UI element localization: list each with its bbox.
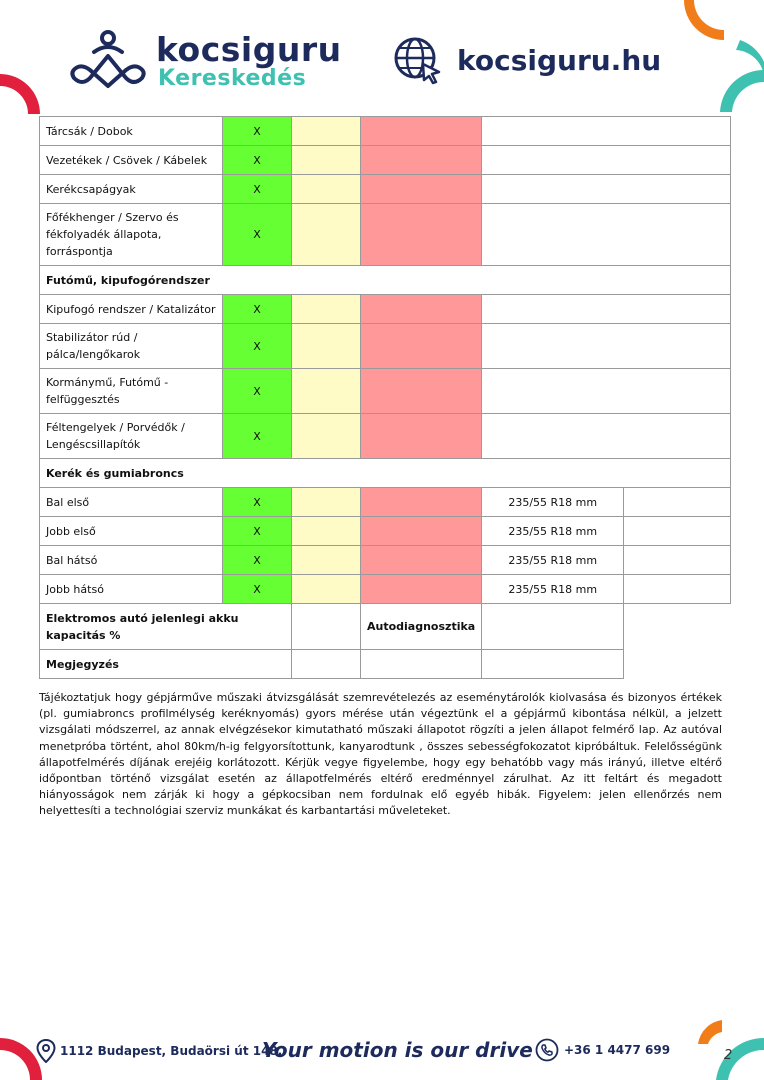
attention-cell: [292, 295, 361, 324]
guru-figure-icon: [68, 28, 148, 90]
footer-address: 1112 Budapest, Budaörsi út 148.: [60, 1044, 283, 1058]
ev-battery-row: [40, 604, 731, 650]
attention-cell: [292, 575, 361, 604]
item-name: Féltengelyek / Porvédők / Lengéscsillapítók: [40, 414, 223, 459]
tyre-row: [40, 517, 731, 546]
logo-wordmark: kocsiguru: [156, 30, 342, 69]
ok-mark: X: [223, 369, 292, 414]
logo-subtitle: Kereskedés: [158, 66, 307, 91]
tyre-size: 235/55 R18 mm: [482, 546, 624, 575]
note-cell: [482, 414, 731, 459]
page-number: 2: [724, 1048, 733, 1063]
notes-cell-a: [292, 650, 361, 679]
empty-cell: [624, 650, 731, 679]
fault-cell: [361, 324, 482, 369]
ev-battery-label: Elektromos autó jelenlegi akku kapacitás %: [40, 604, 292, 650]
notes-cell-b: [361, 650, 482, 679]
tyre-extra-cell: [624, 546, 731, 575]
item-name: Tárcsák / Dobok: [40, 117, 223, 146]
notes-label: Megjegyzés: [40, 650, 292, 679]
globe-cursor-icon: [393, 36, 443, 86]
phone-icon: [535, 1038, 559, 1062]
site-url: kocsiguru.hu: [457, 44, 662, 77]
table-row: [40, 146, 731, 175]
section-title: Futómű, kipufogórendszer: [40, 266, 731, 295]
ok-mark: X: [223, 517, 292, 546]
ok-mark: X: [223, 204, 292, 266]
tyre-extra-cell: [624, 488, 731, 517]
attention-cell: [292, 324, 361, 369]
tyre-row: [40, 488, 731, 517]
website-badge: [393, 36, 683, 86]
disclaimer-paragraph: Tájékoztatjuk hogy gépjárműve műszaki átvizsgálását szemrevételezés az eseménytárolók kiolvasása és bizonyos értékek (pl. gumiabroncs profilmélység keréknyomás) gyors mérése után végeztünk el a gépjármű kibontása nélkül, a jelzett vizsgálati módszerrel, az annak elvégzésekor kimutatható műszaki állapotot rögzíti a jelen állapot felmérő lap. Az autóval menetpróba történt, ahol 80km/h-ig felgyorsítottunk, kanyarodtunk , összes sebességfokozatot kipróbáltuk. Felelősségünk állapotfelmérés díjának erejéig korlátozott. Kérjük vegye figyelembe, hogy egy behatóbb vagy más irányú, illetve eltérő időpontban történő vizsgálat esetén az állapotfelmérés eltérő eredménnyel zárulhat. Az itt feltárt és megadott hiányosságok nem zárják ki hogy a gépkocsiban nem fordulnak elő egyéb hibák. Figyelem: jelen ellenőrzés nem helyettesíti a technológiai szerviz munkákat és karbantartási műveleteket.: [39, 691, 722, 818]
tyre-row: [40, 575, 731, 604]
fault-cell: [361, 369, 482, 414]
item-name: Főfékhenger / Szervo és fékfolyadék állapota, forráspontja: [40, 204, 223, 266]
fault-cell: [361, 204, 482, 266]
table-row: [40, 295, 731, 324]
attention-cell: [292, 175, 361, 204]
table-row: [40, 117, 731, 146]
footer-slogan: Your motion is our drive: [262, 1038, 533, 1062]
corner-decoration-top-right: [680, 0, 764, 112]
ok-mark: X: [223, 324, 292, 369]
attention-cell: [292, 414, 361, 459]
attention-cell: [292, 369, 361, 414]
note-cell: [482, 146, 731, 175]
note-cell: [482, 369, 731, 414]
item-name: Kipufogó rendszer / Katalizátor: [40, 295, 223, 324]
tyre-position: Bal első: [40, 488, 223, 517]
table-row: [40, 369, 731, 414]
tyre-size: 235/55 R18 mm: [482, 575, 624, 604]
fault-cell: [361, 488, 482, 517]
inspection-table-body: [40, 117, 731, 679]
section-title: Kerék és gumiabroncs: [40, 459, 731, 488]
tyre-row: [40, 546, 731, 575]
page-footer: [0, 1030, 764, 1070]
section-row-futomu: [40, 266, 731, 295]
note-cell: [482, 117, 731, 146]
attention-cell: [292, 117, 361, 146]
fault-cell: [361, 575, 482, 604]
fault-cell: [361, 414, 482, 459]
kocsiguru-logo: [68, 24, 342, 94]
tyre-size: 235/55 R18 mm: [482, 517, 624, 546]
note-cell: [482, 295, 731, 324]
ok-mark: X: [223, 414, 292, 459]
ok-mark: X: [223, 146, 292, 175]
autodiag-label: Autodiagnosztika: [361, 604, 482, 650]
fault-cell: [361, 517, 482, 546]
empty-cell: [624, 604, 731, 650]
notes-row: [40, 650, 731, 679]
table-row: [40, 414, 731, 459]
tyre-position: Jobb első: [40, 517, 223, 546]
fault-cell: [361, 295, 482, 324]
ok-mark: X: [223, 117, 292, 146]
item-name: Kormánymű, Futómű - felfüggesztés: [40, 369, 223, 414]
tyre-position: Jobb hátsó: [40, 575, 223, 604]
attention-cell: [292, 546, 361, 575]
tyre-extra-cell: [624, 517, 731, 546]
fault-cell: [361, 146, 482, 175]
ok-mark: X: [223, 575, 292, 604]
notes-cell-c: [482, 650, 624, 679]
tyre-position: Bal hátsó: [40, 546, 223, 575]
location-pin-icon: [36, 1039, 56, 1063]
note-cell: [482, 204, 731, 266]
item-name: Vezetékek / Csövek / Kábelek: [40, 146, 223, 175]
fault-cell: [361, 175, 482, 204]
tyre-size: 235/55 R18 mm: [482, 488, 624, 517]
corner-decoration-top-left: [0, 60, 50, 120]
table-row: [40, 204, 731, 266]
ok-mark: X: [223, 488, 292, 517]
attention-cell: [292, 146, 361, 175]
table-row: [40, 175, 731, 204]
ev-battery-value: [292, 604, 361, 650]
ok-mark: X: [223, 295, 292, 324]
ok-mark: X: [223, 546, 292, 575]
note-cell: [482, 175, 731, 204]
footer-phone: +36 1 4477 699: [564, 1043, 671, 1057]
tyre-extra-cell: [624, 575, 731, 604]
attention-cell: [292, 204, 361, 266]
item-name: Kerékcsapágyak: [40, 175, 223, 204]
table-row: [40, 324, 731, 369]
fault-cell: [361, 117, 482, 146]
attention-cell: [292, 517, 361, 546]
item-name: Stabilizátor rúd / pálca/lengőkarok: [40, 324, 223, 369]
fault-cell: [361, 546, 482, 575]
section-row-kerek: [40, 459, 731, 488]
inspection-table: [39, 116, 731, 679]
ok-mark: X: [223, 175, 292, 204]
attention-cell: [292, 488, 361, 517]
note-cell: [482, 324, 731, 369]
autodiag-value: [482, 604, 624, 650]
